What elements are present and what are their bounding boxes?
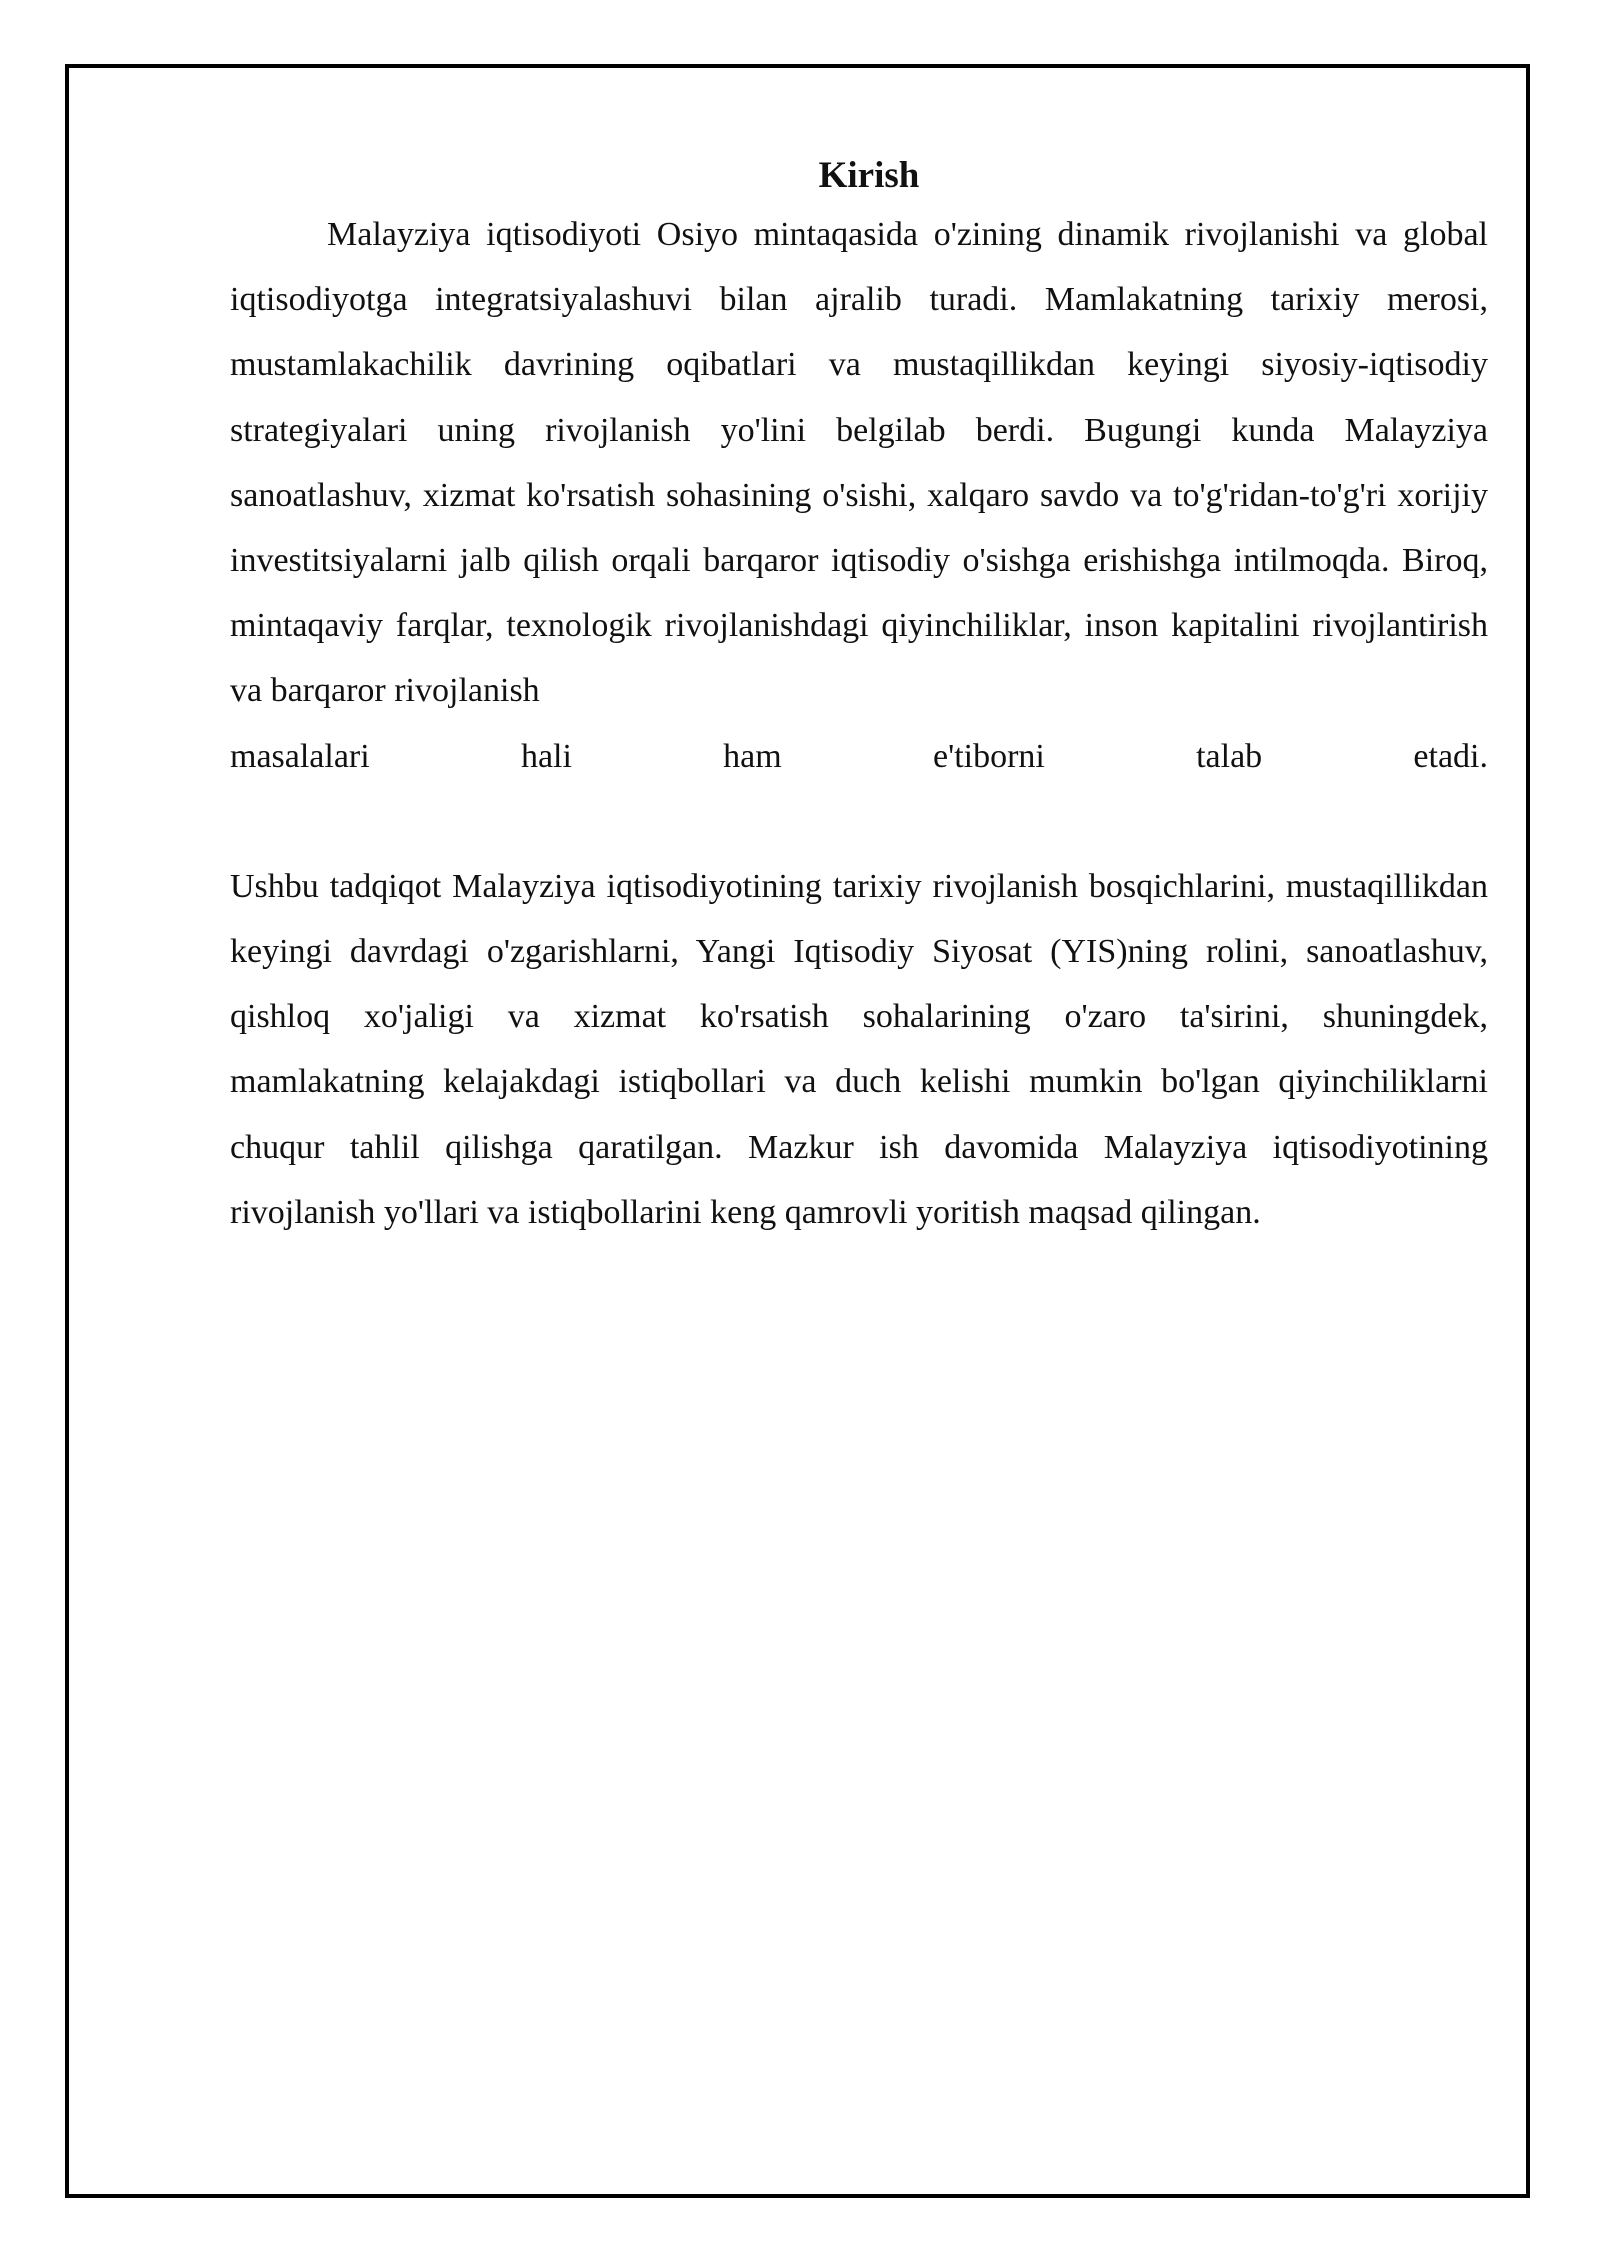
paragraph-intro bbox=[230, 202, 1488, 724]
paragraph-intro-body: Malayziya iqtisodiyoti Osiyo mintaqasida o'zining dinamik rivojlanishi va global iqtisodiyotga integratsiyalashuvi bilan ajralib turadi. Mamlakatning tarixiy merosi, mustamlakachilik davrining oqibatlari va mustaqillikdan keyingi siyosiy-iqtisodiy strategiyalari uning rivojlanish yo'lini belgilab berdi. Bugungi kunda Malayziya sanoatlashuv, xizmat ko'rsatish sohasining o'sishi, xalqaro savdo va to'g'ridan-to'g'ri xorijiy investitsiyalarni jalb qilish orqali barqaror iqtisodiy o'sishga erishishga intilmoqda. Biroq, mintaqaviy farqlar, texnologik rivojlanishdagi qiyinchiliklar, inson kapitalini rivojlantirish va barqaror rivojlanish bbox=[230, 216, 1488, 710]
paragraph-intro-last-line: masalalari hali ham e'tiborni talab etadi. bbox=[230, 737, 1488, 775]
paragraph-research-aim: Ushbu tadqiqot Malayziya iqtisodiyotining tarixiy rivojlanish bosqichlarini, mustaqillikdan keyingi davrdagi o'zgarishlarni, Yangi Iqtisodiy Siyosat (YIS)ning rolini, sanoatlashuv, qishloq xo'jaligi va xizmat ko'rsatish sohalarining o'zaro ta'sirini, shuningdek, mamlakatning kelajakdagi istiqbollari va duch kelishi mumkin bo'lgan qiyinchiliklarni chuqur tahlil qilishga qaratilgan. Mazkur ish davomida Malayziya iqtisodiyotining rivojlanish yo'llari va istiqbollarini keng qamrovli yoritish maqsad qilingan. bbox=[230, 867, 1488, 1231]
page-title: Kirish bbox=[818, 155, 920, 196]
document-body bbox=[230, 150, 1488, 1245]
paragraph-spacer bbox=[230, 789, 1488, 854]
